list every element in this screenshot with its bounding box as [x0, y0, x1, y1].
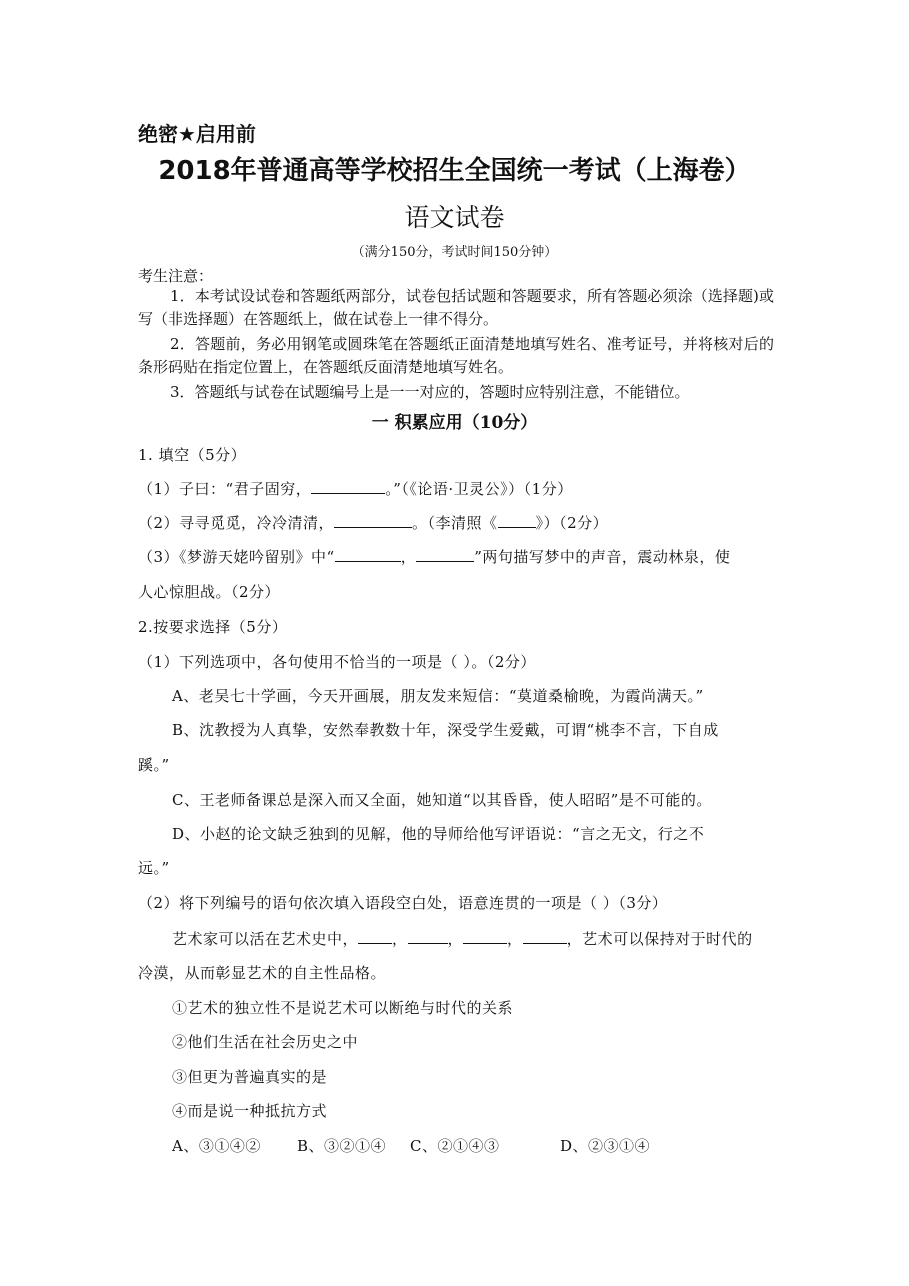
option-a: A、老吴七十学画，今天开画展，朋友发来短信：“莫道桑榆晚，为霞尚满天。”	[172, 687, 704, 705]
statement-3: ③但更为普遍真实的是	[172, 1068, 328, 1086]
question-1-title: 1. 填空（5分）	[138, 446, 247, 464]
question-text: ，	[400, 548, 417, 566]
choice-a: A、③①④②	[172, 1137, 261, 1155]
answer-blank[interactable]	[335, 547, 401, 562]
answer-blank[interactable]	[498, 513, 536, 528]
passage-blank[interactable]	[523, 929, 567, 944]
notice-rule: 1．本考试设试卷和答题纸两部分，试卷包括试题和答题要求，所有答题必须涂（选择题)或写（非选择题）在答题纸上，做在试卷上一律不得分。	[138, 287, 774, 328]
passage-line-2: 冷漠，从而彰显艺术的自主性品格。	[138, 964, 387, 982]
question-text: 。”（《论语·卫灵公》）（1分）	[385, 480, 573, 498]
section-heading: 一 积累应用（10分）	[371, 413, 538, 433]
question-text: （1）子曰：“君子固穷，	[138, 480, 312, 498]
question-text: 》）（2分）	[535, 514, 609, 532]
answer-blank[interactable]	[311, 479, 385, 494]
passage-text: ，艺术可以保持对于时代的	[566, 930, 753, 948]
option-d: D、小赵的论文缺乏独到的见解，他的导师给他写评语说：“言之无文，行之不	[172, 825, 705, 843]
statement-4: ④而是说一种抵抗方式	[172, 1102, 328, 1120]
question-1-part-3-cont: 人心惊胆战。（2分）	[138, 583, 281, 601]
statement-1: ①艺术的独立性不是说艺术可以断绝与时代的关系	[172, 999, 514, 1017]
question-text: （3）《梦游天姥吟留别》中“	[138, 548, 335, 566]
question-2-title: 2.按要求选择（5分）	[138, 618, 288, 636]
passage-text: ，	[447, 930, 464, 948]
question-2-part-2: （2）将下列编号的语句依次填入语段空白处，语意连贯的一项是（ ）（3分）	[138, 894, 668, 912]
notice-rule: 2．答题前，务必用钢笔或圆珠笔在答题纸正面清楚地填写姓名、准考证号，并将核对后的条形码贴在指定位置上，在答题纸反面清楚地填写姓名。	[138, 335, 774, 376]
option-b-cont: 蹊。”	[138, 756, 170, 774]
passage-text: ，	[507, 930, 523, 948]
passage-blank[interactable]	[463, 929, 507, 944]
confidential-mark: 绝密★启用前	[138, 122, 256, 146]
paper-subtitle: 语文试卷	[404, 203, 505, 232]
statement-2: ②他们生活在社会历史之中	[172, 1033, 359, 1051]
question-1-part-1	[138, 478, 573, 499]
passage-line-1	[172, 928, 753, 949]
notice-label: 考生注意：	[138, 267, 214, 285]
question-text: （2）寻寻觅觅，冷冷清清，	[138, 514, 335, 532]
choice-d: D、②③①④	[560, 1137, 651, 1155]
question-1-part-3	[138, 546, 730, 567]
exam-info: （满分150分，考试时间150分钟）	[351, 245, 558, 260]
passage-text: 艺术家可以活在艺术史中，	[172, 930, 359, 948]
notice-rule: 3．答题纸与试卷在试题编号上是一一对应的，答题时应特别注意，不能错位。	[170, 383, 690, 401]
choice-b: B、③②①④	[297, 1137, 387, 1155]
question-2-part-1: （1）下列选项中，各句使用不恰当的一项是（ ）。（2分）	[138, 653, 536, 671]
option-b: B、沈教授为人真挚，安然奉教数十年，深受学生爱戴，可谓“桃李不言，下自成	[172, 721, 719, 739]
answer-blank[interactable]	[416, 547, 474, 562]
option-d-cont: 远。”	[138, 859, 170, 877]
choice-c: C、②①④③	[410, 1137, 500, 1155]
question-text: ”两句描写梦中的声音，震动林泉，使	[474, 548, 731, 566]
exam-title: 2018年普通高等学校招生全国统一考试（上海卷）	[158, 156, 751, 186]
passage-blank[interactable]	[408, 929, 448, 944]
passage-text: ，	[392, 930, 408, 948]
answer-blank[interactable]	[334, 513, 412, 528]
question-text: 。（李清照《	[412, 514, 498, 532]
question-1-part-2	[138, 512, 608, 533]
passage-blank[interactable]	[358, 929, 392, 944]
option-c: C、王老师备课总是深入而又全面，她知道“以其昏昏，使人昭昭”是不可能的。	[172, 791, 712, 809]
